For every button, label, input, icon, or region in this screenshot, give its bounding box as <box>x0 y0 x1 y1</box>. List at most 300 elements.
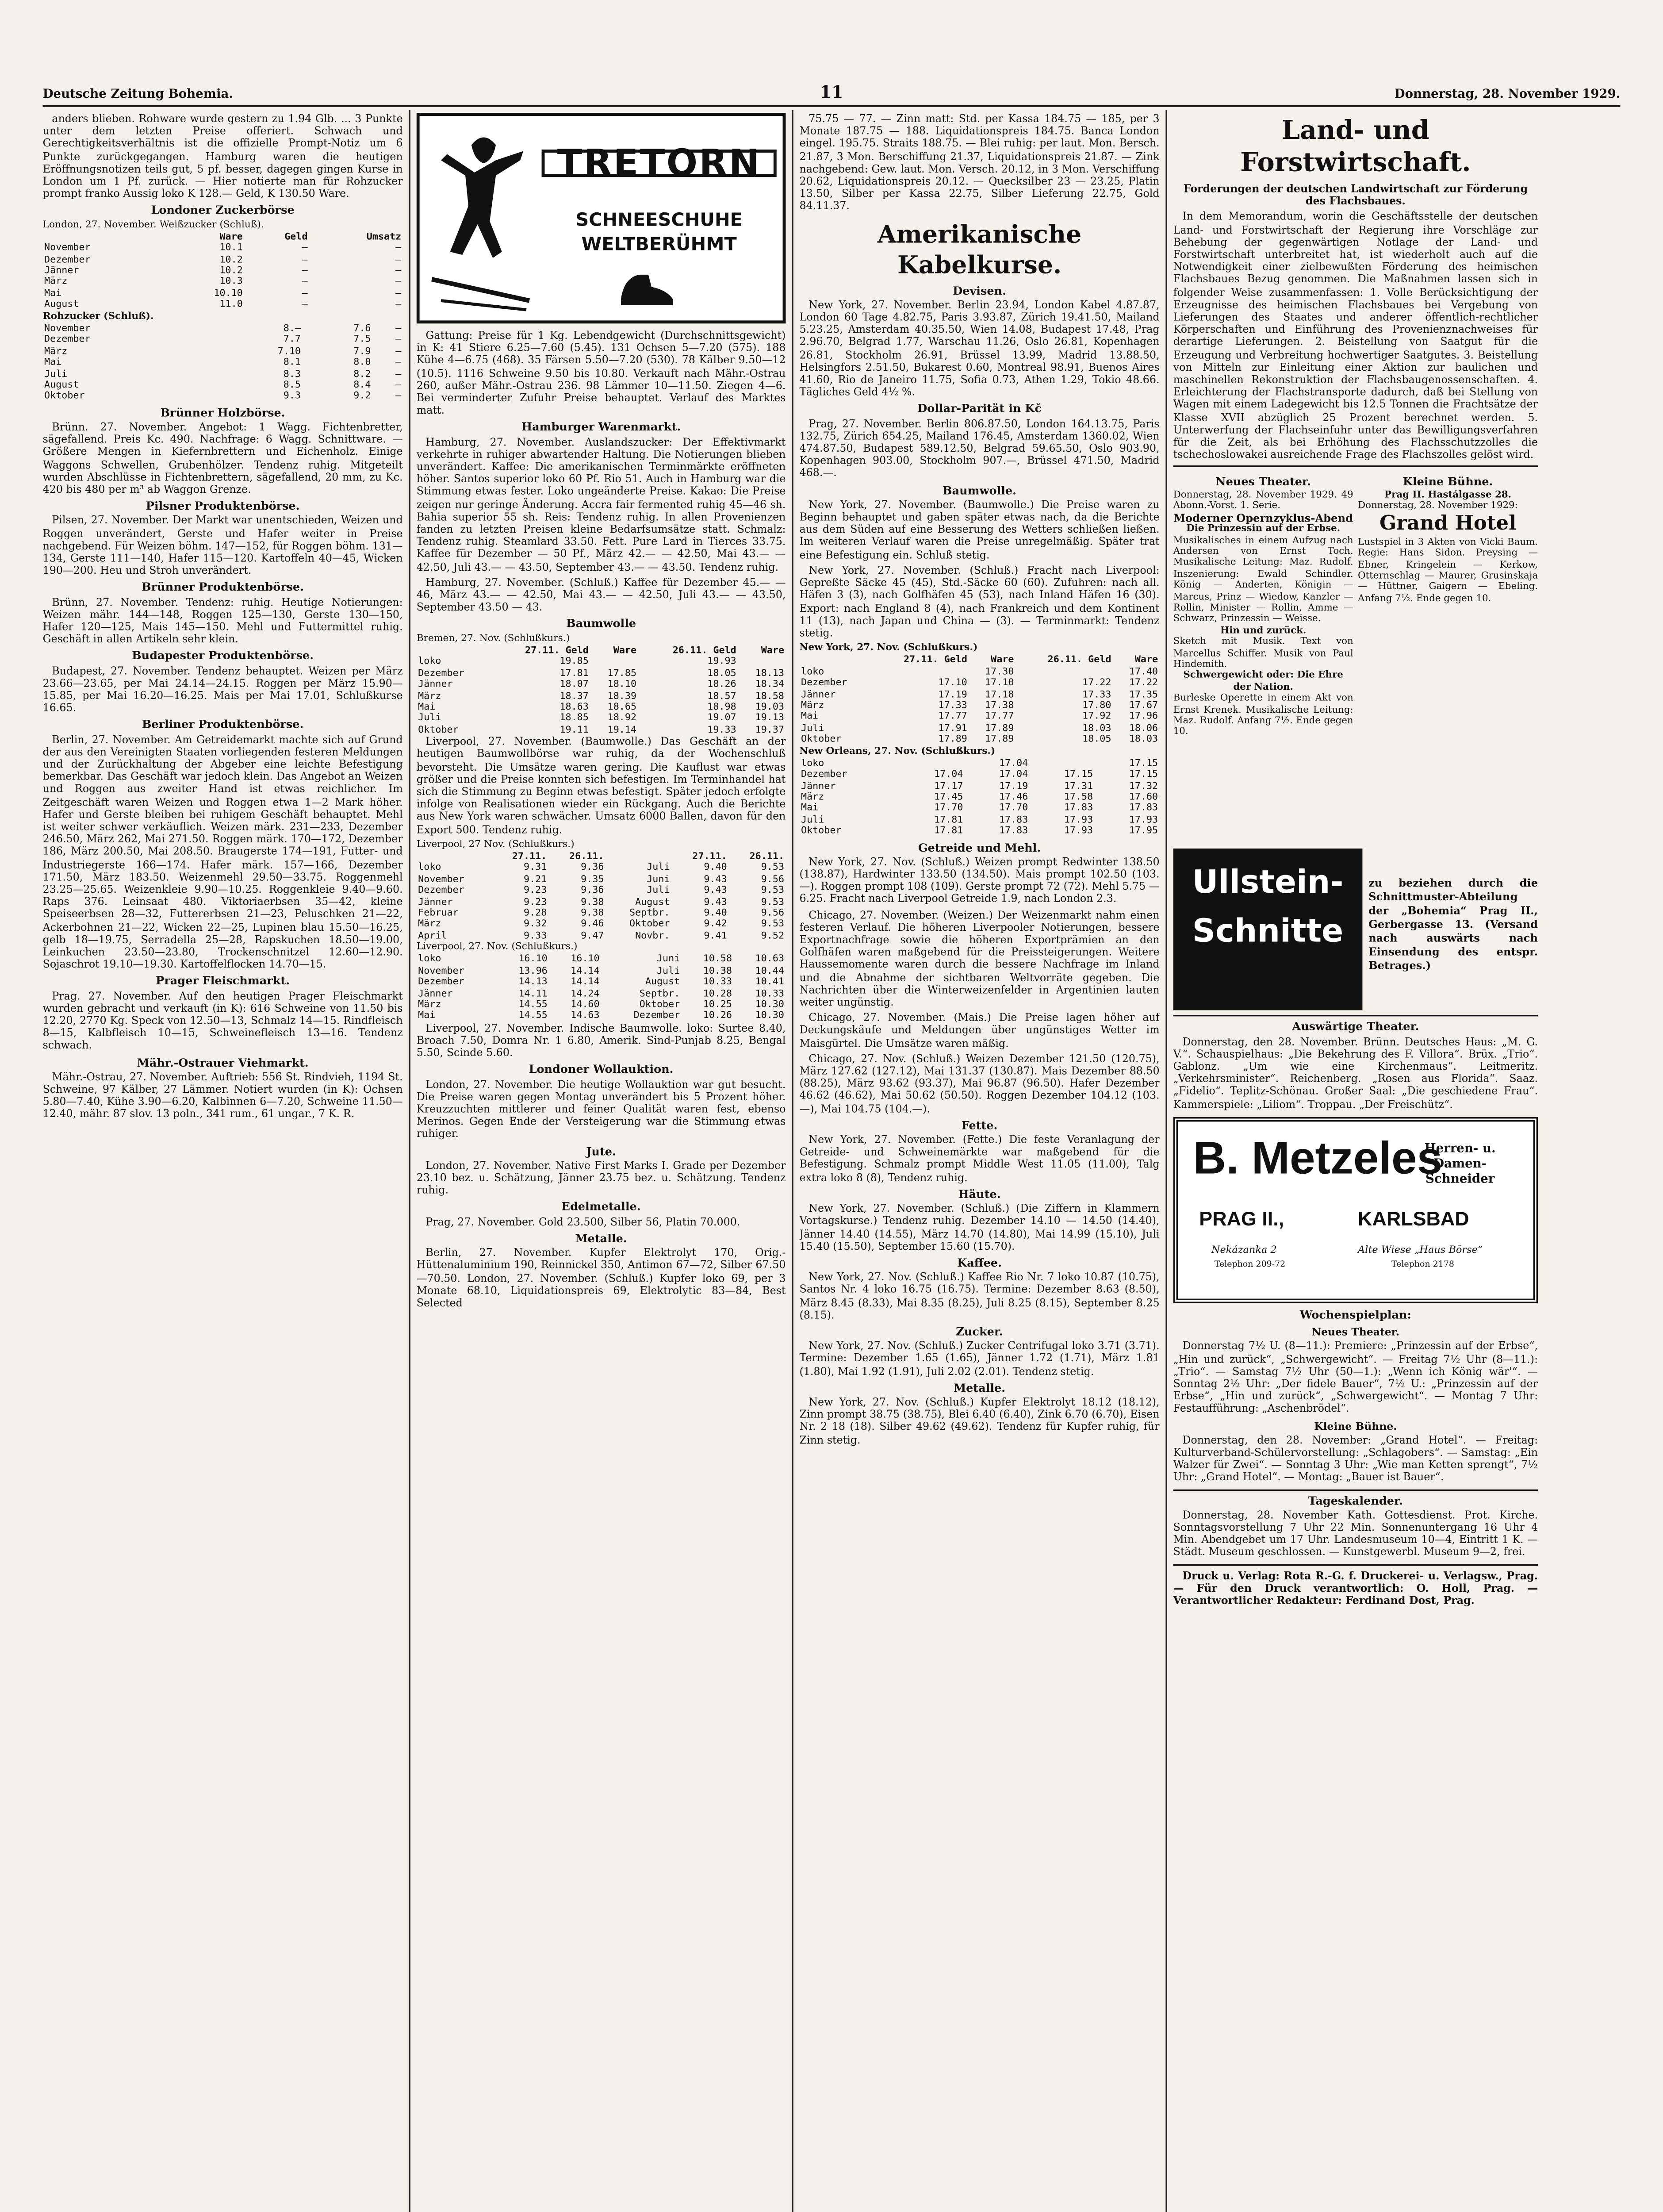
ad-brand: TRETORN <box>542 150 777 177</box>
ullstein-text: zu beziehen durch die Schnittmuster-Abteilung der „Bohemia“ Prag II., Gerbergasse 13. (Versand nach auswärts nach Einsendung des entspr. Betrages.) <box>1368 876 1538 973</box>
table-cell: 9.46 <box>581 919 604 930</box>
table-row <box>800 666 1160 678</box>
table-row <box>43 357 403 369</box>
table-header-row <box>417 645 786 657</box>
section-heading: Budapester Produktenbörse. <box>132 649 314 663</box>
table-cell: 9.43 <box>704 885 727 896</box>
play-title: Die Prinzessin auf der Erbse. <box>1186 523 1341 534</box>
table-cell: 17.60 <box>1129 792 1158 803</box>
table-cell: Juni <box>647 874 670 885</box>
section-heading: Getreide und Mehl. <box>918 840 1041 854</box>
section-heading: Jute. <box>586 1144 616 1158</box>
table-cell: 10.33 <box>755 988 785 999</box>
table-cell: November <box>44 323 91 334</box>
table-cell: 8.4 <box>353 380 371 391</box>
column-header: Ware <box>219 231 243 242</box>
table-row <box>417 885 786 897</box>
table-cell: 19.37 <box>755 724 785 735</box>
table-cell: 10.2 <box>219 265 243 276</box>
table-cell <box>1030 758 1095 770</box>
table-cell: 10.2 <box>219 254 243 265</box>
section-subheading: Kleine Bühne. <box>1314 1420 1397 1432</box>
table-row <box>43 254 403 266</box>
table-cell: 9.36 <box>581 863 604 874</box>
table-cell: 17.83 <box>1129 803 1158 814</box>
table-cell: Juli <box>418 713 441 724</box>
table-cell: 17.83 <box>999 826 1028 837</box>
table-cell: Septbr. <box>629 908 670 919</box>
table-cell: 18.39 <box>607 690 637 702</box>
table-cell: 17.33 <box>938 700 967 711</box>
table-cell: 17.93 <box>1129 814 1158 826</box>
ullstein-word: Schnitte <box>1192 913 1344 950</box>
table-cell: 9.31 <box>523 863 547 874</box>
table-cell: 9.53 <box>761 863 785 874</box>
column-header: Ware <box>761 645 785 656</box>
table-row <box>800 689 1160 701</box>
table-cell: 18.34 <box>755 679 785 690</box>
table-cell: Juli <box>801 723 824 734</box>
table-cell: 18.03 <box>1129 734 1158 745</box>
table-cell: 10.33 <box>703 977 732 988</box>
table-row <box>417 966 786 977</box>
table-cell: 13.96 <box>518 965 548 977</box>
table-cell: Juli <box>656 965 680 977</box>
table-cell: März <box>801 700 824 711</box>
table-cell: Jänner <box>418 988 453 999</box>
table-cell: loko <box>418 863 441 874</box>
table-cell: loko <box>418 954 441 965</box>
play-cast: Sketch mit Musik. Text von Marcellus Schiffer. Musik von Paul Hindemith. <box>1173 636 1353 670</box>
table-cell: Dezember <box>801 678 847 689</box>
article-text: Berlin, 27. November. Am Getreidemarkt machte sich auf Grund der aus den Vereinigten Staaten vorliegenden festeren Meldungen und der Zurückhaltung der Abgeber eine leichte Befestigung bemerkbar. Das Geschäft war jedoch klein. Das Angebot an Weizen und Roggen aus zweiter Hand ist etwas reichlicher. Im Zeitgeschäft waren Weizen und Roggen etwa 1—2 Mark höher. Hafer und Gerste bleiben bei ruhigem Geschäft behauptet. Mehl ist weiter schwer verkäuflich. Weizen märk. 231—233, Dezember 246.50, März 262, Mai 271.50. Roggen märk. 170—172, Dezember 186, März 200.50, Mai 208.50. Braugerste 174—191, Futter- und Industriegerste 166—174. Hafer märk. 157—166, Dezember 171.50, März 183.50. Weizenmehl 29.50—33.75. Roggenmehl 23.25—25.65. Weizenkleie 9.90—10.25. Roggenkleie 9.40—9.60. Raps 376. Leinsaat 480. Viktoriaerbsen 35—42, kleine Speiseerbsen 28—32, Futtererbsen 21—23, Peluschken 21—22, Ackerbohnen 21—22, Wicken 22—25, Lupinen blau 15.50—16.25, gelb 18—19.75, Serradella 25—28, Rapskuchen 18.50—19.00, Leinkuchen 23.50—23.80, Trockenschnitzel 12.60—12.90. Sojaschrot 19.10—19.30. Kartoffelflocken 14.70—15. <box>42 733 403 971</box>
table-cell <box>900 758 965 770</box>
article-text: Donnerstag, 28. November Kath. Gottesdienst. Prot. Kirche. Sonntagsvorstellung 7 Uhr 22 Min. Sonnenuntergang 16 Uhr 4 Min. Abendgebet um 17 Uhr. Landesmuseum 10—4, Eintritt 1 K. — Städt. Museum geschlossen. — Kunstgewerbl. Museum 9—2, frei. <box>1173 1509 1538 1559</box>
sugar-table <box>43 232 403 311</box>
table-cell: 19.11 <box>559 724 589 735</box>
table-cell: 9.38 <box>581 896 604 907</box>
table-cell: — <box>302 300 308 311</box>
table-cell: 16.10 <box>571 954 600 965</box>
table-cell: Jänner <box>418 679 453 690</box>
table-cell: 17.19 <box>938 689 967 700</box>
table-cell: 18.98 <box>707 702 736 713</box>
table-cell: 17.10 <box>938 678 967 689</box>
table-cell: — <box>395 391 402 402</box>
ad-line: WELTBERÜHMT <box>581 233 737 255</box>
table-row <box>800 723 1160 734</box>
table-row <box>800 826 1160 837</box>
section-heading: Metalle. <box>953 1380 1006 1394</box>
article-text: Liverpool, 27. November. (Baumwolle.) Das Geschäft an der heutigen Baumwollbörse war ruhig, da der Wochenschluß bevorsteht. Die Umsätze waren gering. Die Kauflust war etwas größer und die Preise konnten sich befestigen. Im Terminhandel hat sich die Stimmung zu Beginn etwas befestigt. Später jedoch erfolgte infolge von Realisationen wieder ein Rückgang. Auch die Berichte aus New York waren schwächer. Umsatz 6000 Ballen, davon für den Export 500. Tendenz ruhig. <box>416 736 786 836</box>
table-cell: 17.85 <box>607 668 637 679</box>
article-text: London, 27. November. Die heutige Wollauktion war gut besucht. Die Preise waren gegen Montag unverändert bis 5 Prozent höher. Kreuzzuchten mittlerer und feiner Qualität waren fest, ebenso Merinos. Gegen Ende der Versteigerung war die Stimmung etwas ruhiger. <box>416 1078 786 1141</box>
table-cell: 19.85 <box>559 657 589 668</box>
theater-event: Moderner Opernzyklus-Abend <box>1173 511 1353 525</box>
table-caption: London, 27. November. Weißzucker (Schluß). <box>42 219 264 230</box>
column-header: 26.11. <box>749 851 785 862</box>
ullstein-word: Ullstein- <box>1192 864 1344 901</box>
table-row <box>43 277 403 288</box>
section-heading: Hamburger Warenmarkt. <box>521 420 681 434</box>
article-text: Donnerstag, den 28. November. Brünn. Deutsches Haus: „M. G. V.“. Schauspielhaus: „Die Bekehrung des F. Villora“. Brüx. „Trio“. Gablonz. „Um wie eine Kirchenmaus“. Leitmeritz. „Verkehrsminister“. Reichenberg. „Rosen aus Florida“. Saaz. „Fidelio“. Teplitz-Schönau. Großer Saal: „Die geschiedene Frau“. Kammerspiele: „Liliom“. Troppau. „Der Freischütz“. <box>1173 1036 1538 1111</box>
table-cell: Juli <box>647 885 670 896</box>
column-header: 27.11. <box>512 851 547 862</box>
play-cast: Lustspiel in 3 Akten von Vicki Baum. Regie: Hans Sidon. Preysing — Ebner, Kringelein — Kerkow, Otternschlag — Maurer, Grusinskaja — Hüttner, Gaigern — Ebeling. Anfang 7½. Ende gegen 10. <box>1358 537 1538 604</box>
masthead-rule <box>43 105 1621 107</box>
liverpool-egypt-table <box>417 954 786 1022</box>
table-cell: 9.56 <box>761 874 785 885</box>
table-cell: — <box>395 323 402 334</box>
table-cell: Dezember <box>418 977 464 988</box>
table-cell: März <box>44 346 68 357</box>
table-cell: — <box>395 276 402 288</box>
masthead <box>42 82 1621 104</box>
table-cell: — <box>302 243 308 254</box>
table-cell: 17.67 <box>1129 700 1158 711</box>
article-text: Chicago, 27. November. (Weizen.) Der Weizenmarkt nahm einen festeren Verlauf. Die höheren Liverpooler Notierungen, bessere Exportnachfrage sowie die höheren Exportprämien an den Golfhäfen waren maßgebend für die Preissteigerungen. Weitere Haussemomente waren durch die bessere Nachfrage im Inland und die Abnahme der sichtbaren Weltvorräte gegeben. Die Nachrichten über die Winterweizenfelder in Argentinien lauten weiter ungünstig. <box>799 909 1160 1009</box>
section-heading: Metalle. <box>575 1231 627 1245</box>
ullstein-logo <box>1173 849 1363 1011</box>
table-cell: Februar <box>418 908 459 919</box>
table-cell: — <box>395 380 402 391</box>
table-row <box>43 391 403 403</box>
table-row <box>417 988 786 1000</box>
table-cell: 18.07 <box>559 679 589 690</box>
article-text: Budapest, 27. November. Tendenz behauptet. Weizen per März 23.66—23.65, per Mai 24.14—24.15. Roggen per März 15.90—15.85, per Mai 16.20—16.25. Mais per Mai 17.01, Schlußkurse 16.65. <box>42 664 403 715</box>
table-cell: — <box>302 288 308 299</box>
table-cell: loko <box>801 758 824 769</box>
table-cell: 19.07 <box>707 713 736 724</box>
table-row <box>43 300 403 311</box>
ad-city: PRAG II., <box>1199 1207 1284 1230</box>
table-row <box>417 691 786 702</box>
article-text: Hamburg, 27. November. Auslandszucker: Der Effektivmarkt verkehrte in ruhiger abwartender Haltung. Die Notierungen blieben unverändert. Kaffee: Die amerikanischen Terminmärkte eröffneten höher. Santos superior loko 60 Pf. Rio 51. Auch in Hamburg war die Stimmung etwas fester. Loko ungeänderte Preise. Kakao: Die Preise zeigen nur geringe Änderung. Accra fair fermented ruhig 45—46 sh. Bahia superior 55 sh. Reis: Tendenz ruhig. In allen Provenienzen fanden zu letzten Preisen kleine Bedarfsumsätze statt. Schmalz: Tendenz ruhig. Steamlard 33.50. Fett. Pure Lard in Tierces 33.75. Kaffee für Dezember — 50 Pf., März 42.— — 42.50, Mai 43.— — 42.50, Juli 43.— — 43.50, September 43.— — 43.50. Tendenz ruhig. <box>416 436 786 573</box>
table-cell: 10.63 <box>755 954 785 965</box>
divider <box>1173 1489 1538 1490</box>
section-heading: Fette. <box>961 1118 998 1133</box>
table-cell: 18.06 <box>1129 723 1158 734</box>
table-cell: 7.7 <box>283 334 301 346</box>
table-cell: — <box>302 254 308 265</box>
table-cell <box>1015 666 1113 678</box>
table-cell: 8.— <box>283 323 301 334</box>
article-text: Brünn, 27. November. Tendenz: ruhig. Heutige Notierungen: Weizen mähr. 144—148, Roggen 125—130, Gerste 130—150, Hafer 120—125, Mais 145—150. Mehl und Futtermittel ruhig. Geschäft in allen Artikeln sehr klein. <box>42 596 403 646</box>
newyork-cotton-table <box>800 655 1160 745</box>
table-cell: 18.63 <box>559 702 589 713</box>
article-text: Prag, 27. November. Gold 23.500, Silber 56, Platin 70.000. <box>425 1216 740 1228</box>
section-heading: Edelmetalle. <box>561 1200 641 1214</box>
table-cell: 9.2 <box>353 391 371 402</box>
theater-name: Neues Theater. <box>1215 475 1311 489</box>
table-cell: Jänner <box>44 265 79 276</box>
column-header <box>417 645 490 657</box>
column-rule <box>792 110 793 2212</box>
table-cell: 10.28 <box>703 988 732 999</box>
table-cell: — <box>395 357 402 368</box>
table-cell: 19.93 <box>707 657 736 668</box>
table-cell: 17.77 <box>985 711 1014 722</box>
table-cell: — <box>395 346 402 357</box>
article-text: New York, 27. November. (Schluß.) Fracht nach Liverpool: Gepreßte Säcke 45 (45), Std.-Säcke 60 (60). Zufuhren: nach all. Häfen 3 (3), nach Golfhäfen 45 (53), nach Inland Häfen 16 (30). Export: nach England 8 (4), nach Frankreich und dem Kontinent 11 (13), nach Japan und China — (3). — Terminmarkt: Tendenz stetig. <box>799 564 1160 640</box>
table-cell: 14.60 <box>571 999 600 1010</box>
column-header: 26.11. <box>569 851 604 862</box>
article-text: New York, 27. November. (Fette.) Die feste Veranlagung der Getreide- und Schweinemärkte war maßgebend für die Befestigung. Schmalz prompt Middle West 11.05 (11.00), Talg extra loko 8 (8), Tendenz ruhig. <box>799 1134 1160 1184</box>
table-cell: 19.33 <box>707 724 736 735</box>
article-text: New York, 27. November. (Baumwolle.) Die Preise waren zu Beginn behauptet und gaben später etwas nach, da die Berichte aus dem Süden auf eine Besserung des Wetters schließen ließen. Im weiteren Verlauf waren die Preise unregelmäßig. Später trat eine Befestigung ein. Schluß stetig. <box>799 499 1160 561</box>
table-cell: 17.93 <box>1064 826 1093 837</box>
kleine-buehne-listing <box>1358 472 1538 845</box>
section-heading: Pilsner Produktenbörse. <box>146 499 300 513</box>
table-cell: — <box>395 265 402 276</box>
table-row <box>800 769 1160 781</box>
article-text: Liverpool, 27. November. Indische Baumwolle. loko: Surtee 8.40, Broach 7.50, Domra Nr. 1 6.80, Amerik. Sind-Punjab 8.25, Bengal 5.50, Scinde 5.60. <box>416 1022 786 1060</box>
table-row <box>417 668 786 680</box>
table-cell: 17.32 <box>1129 780 1158 791</box>
section-heading: Dollar-Parität in Kč <box>917 402 1042 416</box>
play-cast: Burleske Operette in einem Akt von Ernst Krenek. Musikalische Leitung: Maz. Rudolf. Anfang 7½. Ende gegen 10. <box>1173 693 1353 738</box>
table-cell: 14.14 <box>571 965 600 977</box>
table-cell: März <box>418 999 441 1010</box>
table-caption: Liverpool, 27. Nov. (Schlußkurs.) <box>416 942 578 953</box>
table-cell: — <box>395 334 402 346</box>
section-heading: Londoner Wollauktion. <box>529 1063 674 1077</box>
table-cell: 9.40 <box>704 863 727 874</box>
table-cell: März <box>418 690 441 702</box>
table-cell: 9.53 <box>761 919 785 930</box>
table-cell: 17.58 <box>1064 792 1093 803</box>
table-cell: Jänner <box>418 896 453 907</box>
table-cell: — <box>302 276 308 288</box>
column-header: Geld <box>284 231 308 242</box>
play-title: Schwergewicht oder: Die Ehre der Nation. <box>1183 670 1343 693</box>
column-header: 26.11. Geld <box>672 645 736 656</box>
table-cell: 9.43 <box>704 896 727 907</box>
section-heading: Brünner Holzbörse. <box>160 405 285 419</box>
article-text: 75.75 — 77. — Zinn matt: Std. per Kassa 184.75 — 185, per 3 Monate 187.75 — 188. Liquidationspreis 184.75. Banca London eingel. 195.75. Straits 188.75. — Blei ruhig: per laut. Mon. Bersch. 21.87, 3 Mon. Berschiffung 21.37, Liquidationspreis 21.87. — Zink nachgebend: Gew. laut. Mon. Versch. 20.12, in 3 Mon. Verschiffung 20.62, Liquidationspreis 20.12. — Quecksilber 23 — 23.25, Platin 13.50, Silber per Kassa 22.75, Silber Lieferung 22.75, Gold 84.11.37. <box>799 113 1160 213</box>
table-cell: 17.91 <box>938 723 967 734</box>
divider <box>1173 466 1538 468</box>
table-cell: 17.46 <box>999 792 1028 803</box>
table-cell: 17.89 <box>938 734 967 745</box>
table-row <box>417 919 786 931</box>
table-cell: 14.11 <box>518 988 548 999</box>
ski-jumper-illustration <box>425 121 535 316</box>
table-cell: Oktober <box>639 999 680 1010</box>
table-cell: 17.04 <box>999 769 1028 780</box>
table-cell: November <box>418 874 464 885</box>
table-cell: 17.81 <box>934 814 963 826</box>
column-header <box>43 232 165 243</box>
table-caption: Bremen, 27. Nov. (Schlußkurs.) <box>416 633 570 644</box>
table-cell: März <box>801 792 824 803</box>
raw-sugar-table <box>43 323 403 403</box>
table-cell: Juli <box>647 863 670 874</box>
table-cell: 17.04 <box>999 758 1028 769</box>
table-cell: Jänner <box>801 689 836 700</box>
table-cell: 17.81 <box>934 826 963 837</box>
table-cell: 17.92 <box>1082 711 1111 722</box>
table-cell: — <box>395 369 402 380</box>
table-cell: Oktober <box>629 919 670 930</box>
table-cell: 17.17 <box>934 780 963 791</box>
table-cell: 7.10 <box>277 346 301 357</box>
table-cell: 8.5 <box>283 380 301 391</box>
table-row <box>43 369 403 380</box>
table-row <box>417 977 786 988</box>
table-cell: 9.47 <box>581 930 604 941</box>
table-cell: 17.81 <box>559 668 589 679</box>
article-text: Hamburg, 27. November. (Schluß.) Kaffee für Dezember 45.— — 46, März 43.— — 42.50, Mai 43.— — 42.50, Juli 43.— — 43.50, September 43.50 — 43. <box>416 576 786 614</box>
table-cell: 18.85 <box>559 713 589 724</box>
table-cell: 17.96 <box>1129 711 1158 722</box>
table-cell: 18.57 <box>707 690 736 702</box>
table-cell: 18.05 <box>707 668 736 679</box>
table-row <box>43 243 403 254</box>
theater-address: Prag II. Hastálgasse 28. <box>1384 489 1512 501</box>
table-cell: 14.24 <box>571 988 600 999</box>
table-cell: 17.04 <box>934 769 963 780</box>
table-cell: 9.33 <box>523 930 547 941</box>
play-title: Grand Hotel <box>1379 512 1517 535</box>
table-caption: New York, 27. Nov. (Schlußkurs.) <box>799 642 978 653</box>
ad-name: B. Metzeles <box>1193 1133 1443 1184</box>
table-cell: 8.2 <box>353 369 371 380</box>
table-row <box>417 679 786 691</box>
table-cell: 17.70 <box>999 803 1028 814</box>
article-text: New York, 27. Nov. (Schluß.) Weizen prompt Redwinter 138.50 (138.87), Hardwinter 133.50 (134.50). Mais prompt 102.50 (103.—). Roggen prompt 108 (109). Gerste prompt 72 (72). Mehl 5.75 — 6.25. Fracht nach Liverpool Getreide 1.9, nach London 2.3. <box>799 856 1160 906</box>
table-cell: 17.15 <box>1129 769 1158 780</box>
table-cell: Oktober <box>801 734 842 745</box>
table-cell: 17.83 <box>1064 803 1093 814</box>
column-header <box>800 655 872 667</box>
column-header <box>605 852 671 863</box>
table-cell <box>590 657 638 668</box>
imprint: Druck u. Verlag: Rota R.-G. f. Druckerei- u. Verlagsw., Prag. — Für den Druck verantwortlich: O. Holl, Prag. — Verantwortlicher Redakteur: Ferdinand Dost, Prag. <box>1173 1569 1538 1607</box>
neworleans-cotton-table <box>800 758 1160 837</box>
table-cell: 9.56 <box>761 908 785 919</box>
table-header-row <box>43 232 403 243</box>
column-2 <box>417 113 786 2212</box>
table-row <box>417 930 786 942</box>
table-cell: 17.15 <box>1129 758 1158 769</box>
table-cell: 17.89 <box>985 734 1014 745</box>
shoe-icon <box>615 269 676 311</box>
table-cell: 9.28 <box>523 908 547 919</box>
table-cell: April <box>418 930 447 941</box>
table-cell: 10.38 <box>703 965 732 977</box>
table-cell: 17.93 <box>1064 814 1093 826</box>
article-text: Brünn. 27. November. Angebot: 1 Wagg. Fichtenbretter, sägefallend. Preis Kc. 490. Nachfrage: 6 Wagg. Schnittware. — Größere Mengen in Kiefernbrettern und Eichenholz. Einige Waggons Schwellen, Grubenhölzer. Tendenz ruhig. Mitgeteilt wurden Abschlüsse in Fichtenbrettern, sägefallend, 20 mm, zu Kc. 420 bis 480 per m³ ab Waggon Grenze. <box>42 421 403 496</box>
article-text: anders blieben. Rohware wurde gestern zu 1.94 Glb. ... 3 Punkte unter dem letzten Preise offeriert. Schwach und Gerechtigkeitsverhältnis ist die offizielle Prompt-Notiz um 6 Punkte zurückgegangen. Hamburg waren die heutigen Eröffnungsnotizen teils gut, 5 pf. besser, dagegen gingen Kurse in London um 1 Pf. zurück. — Hier notierte man für Rohzucker prompt franko Aussig loko K 128.— Geld, K 130.50 Ware. <box>42 113 403 200</box>
table-row <box>417 874 786 886</box>
section-heading: Devisen. <box>953 283 1006 297</box>
table-row <box>800 678 1160 689</box>
article-text: Berlin, 27. November. Kupfer Elektrolyt 170, Orig.-Hüttenaluminium 190, Reinnickel 350, Antimon 67—72, Silber 67.50—70.50. London, 27. November. (Schluß.) Kupfer loko 69, per 3 Monate 68.10, Liquidationspreis 69, Elektrolytic 83—84, Best Selected <box>416 1247 786 1310</box>
table-cell: Mai <box>801 711 819 722</box>
table-row <box>43 288 403 300</box>
table-row <box>417 954 786 966</box>
table-cell: — <box>395 254 402 265</box>
table-row <box>417 713 786 725</box>
table-row <box>417 897 786 908</box>
table-row <box>43 323 403 335</box>
table-cell: Dezember <box>633 1011 680 1022</box>
theater-listings <box>1173 472 1538 845</box>
table-cell: 19.14 <box>607 724 637 735</box>
ad-phone: Telephon 209-72 <box>1214 1260 1286 1270</box>
table-cell: August <box>645 977 680 988</box>
column-header: Ware <box>1134 655 1158 666</box>
table-cell: 8.3 <box>283 369 301 380</box>
table-cell: 7.9 <box>353 346 371 357</box>
table-cell: 19.13 <box>755 713 785 724</box>
section-heading: Tageskalender. <box>1308 1493 1403 1507</box>
table-cell: Dezember <box>418 668 464 679</box>
table-cell: 10.30 <box>755 1011 785 1022</box>
table-cell: 9.3 <box>283 391 301 402</box>
section-title: Amerikanische Kabelkurse. <box>877 219 1082 279</box>
paper-name: Deutsche Zeitung Bohemia. <box>42 85 233 101</box>
table-caption: Liverpool, 27 Nov. (Schlußkurs.) <box>416 839 575 850</box>
liverpool-cotton-table <box>417 852 786 942</box>
table-cell: 9.35 <box>581 874 604 885</box>
table-cell: Oktober <box>801 826 842 837</box>
article-text: New York, 27. Nov. (Schluß.) Zucker Centrifugal loko 3.71 (3.71). Termine: Dezember 1.65 (1.65), Jänner 1.72 (1.71), März 1.81 (1.80), Mai 1.92 (1.91), Juli 2.02 (2.01). Tendenz stetig. <box>799 1340 1160 1378</box>
section-heading: Londoner Zuckerbörse <box>151 204 295 218</box>
column-header: 27.11. <box>692 851 727 862</box>
table-cell: 10.58 <box>703 954 732 965</box>
table-row <box>800 803 1160 815</box>
article-text: Pilsen, 27. November. Der Markt war unentschieden, Weizen und Roggen unverändert, Gerste und Hafer weiter in Preise nachgebend. Für Weizen böhm. 147—152, für Roggen böhm. 131—134, Gerste 111—140, Hafer 115—120. Kartoffeln 40—45, Wicken 190—200. Heu und Stroh unverändert. <box>42 515 403 577</box>
column-4 <box>1173 113 1538 2212</box>
article-subhead: Forderungen der deutschen Landwirtschaft zur Förderung des Flachsbaues. <box>1183 183 1528 208</box>
table-cell: März <box>418 919 441 930</box>
table-cell: — <box>395 288 402 299</box>
article-text: In dem Memorandum, worin die Geschäftsstelle der deutschen Land- und Forstwirtschaft der Regierung ihre Vorschläge zur Behebung der gegenwärtigen Notlage der Land- und Forstwirtschaft unterbreitet hat, ist wiederholt auch auf die Notwendigkeit einer zielbewußten Förderung des heimischen Flachsbaues Bezug genommen. Die Maßnahmen lassen sich in folgender Weise zusammenfassen: 1. Volle Berücksichtigung der Erzeugnisse des heimischen Flachsbaues bei Vergebung von Lieferungen des Staates und anderer öffentlich-rechtlicher Körperschaften und Einführung des Provenienznachweises für derartige Lieferungen. 2. Beistellung von Saatgut für die Erzeugung und Verbreitung hochwertiger Saatgutes. 3. Beistellung von Mitteln zur Einleitung einer Aktion zur baulichen und maschinellen Rekonstruktion der Flachsbaugenossenschaften. 4. Erleichterung der Flachstransporte dadurch, daß bei Stellung von Wagen mit einem Ladegewicht bis 12.5 Tonnen die Frachtsätze der Klasse XVII abzüglich 25 Prozent berechnet werden. 5. Unterwerfung der Flachseinfuhr unter das Bewilligungsverfahren für die Zeit, als bei Erhöhung des Flachsschutzzolles die tschechoslowakei ausreichende Frage des Flachszolles gelöst wird. <box>1173 211 1538 461</box>
table-cell: Dezember <box>44 254 91 265</box>
ullstein-ad <box>1173 849 1538 1011</box>
table-row <box>417 725 786 736</box>
table-row <box>43 265 403 277</box>
table-cell: 18.03 <box>1082 723 1111 734</box>
article-text: Chicago, 27. Nov. (Schluß.) Weizen Dezember 121.50 (120.75), März 127.62 (127.12), Mai 131.37 (130.87). Mais Dezember 88.50 (88.25), März 93.62 (93.37), Mai 96.87 (96.50). Hafer Dezember 46.62 (46.62), Mai 50.62 (50.50). Roggen Dezember 104.12 (103.—), Mai 104.75 (104.—). <box>799 1052 1160 1115</box>
issue-date: Donnerstag, 28. November 1929. <box>1394 85 1621 101</box>
table-cell: Septbr. <box>639 988 680 999</box>
table-cell: Mai <box>44 357 62 368</box>
table-cell: 9.38 <box>581 908 604 919</box>
table-cell: 17.45 <box>934 792 963 803</box>
table-cell: 10.1 <box>219 243 243 254</box>
section-heading: Zucker. <box>956 1324 1003 1338</box>
table-cell: 9.36 <box>581 885 604 896</box>
section-heading: Baumwolle <box>566 617 636 631</box>
table-cell: 10.10 <box>214 288 243 299</box>
section-heading: Wochenspielplan: <box>1299 1307 1411 1321</box>
table-cell: 10.41 <box>755 977 785 988</box>
table-row <box>43 380 403 392</box>
article-text: New York, 27. November. (Schluß.) (Die Ziffern in Klammern Vortagskurse.) Tendenz ruhig. Dezember 14.10 — 14.50 (14.40), Jänner 14.40 (14.55), März 14.70 (14.80), Mai 14.99 (15.10), Juli 15.40 (15.50), September 15.60 (15.70). <box>799 1202 1160 1253</box>
table-cell: 10.25 <box>703 999 732 1010</box>
table-row <box>43 334 403 346</box>
section-heading: Baumwolle. <box>943 483 1017 497</box>
table-cell: 17.77 <box>938 711 967 722</box>
ad-phone: Telephon 2178 <box>1391 1260 1455 1270</box>
theater-date: Donnerstag, 28. November 1929: <box>1358 501 1518 512</box>
table-cell: 10.26 <box>703 1011 732 1022</box>
table-cell: Oktober <box>418 724 459 735</box>
table-cell: 8.0 <box>353 357 371 368</box>
